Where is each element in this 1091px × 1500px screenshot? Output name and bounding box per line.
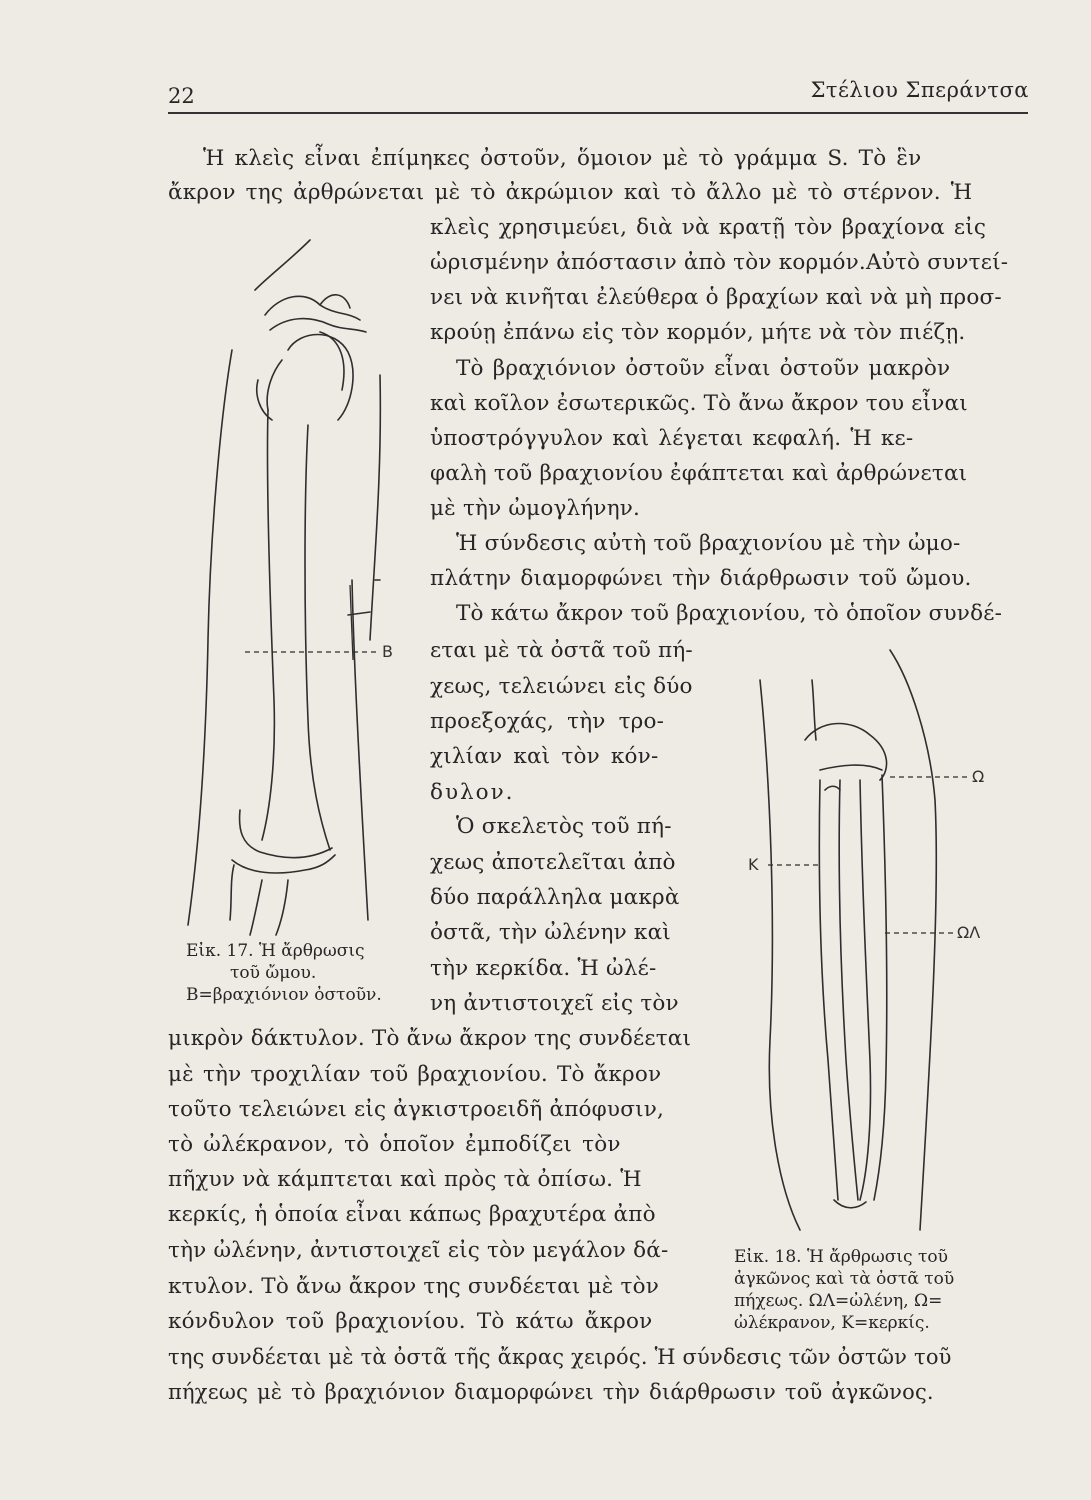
text-line: εται μὲ τὰ ὀστᾶ τοῦ πή- <box>430 638 693 663</box>
text-line: πήχεως μὲ τὸ βραχιόνιον διαμορφώνει τὴν διάρθρωσιν τοῦ ἀγκῶνος. <box>168 1380 934 1404</box>
figure-17-caption-line-2: τοῦ ὤμου. <box>230 963 317 983</box>
text-line: μὲ τὴν ὠμογλήνην. <box>430 496 641 521</box>
text-line: φαλὴ τοῦ βραχιονίου ἐφάπτεται καὶ ἀρθρώνεται <box>430 461 968 486</box>
text-line: μὲ τὴν τροχιλίαν τοῦ βραχιονίου. Τὸ ἄκρον <box>168 1062 662 1087</box>
label-b: Β <box>382 642 393 661</box>
text-line: τὴν κερκίδα. Ἡ ὠλέ- <box>430 956 657 981</box>
arm-outline-right <box>352 580 368 920</box>
header-rule <box>168 112 1028 114</box>
page-number: 22 <box>168 84 195 108</box>
text-line: τὴν ὠλένην, ἀντιστοιχεῖ εἰς τὸν μεγάλον δά- <box>168 1238 669 1263</box>
arm-outline-left <box>188 350 232 925</box>
figure-18-caption-line-2: ἀγκῶνος καὶ τὰ ὀστᾶ τοῦ <box>734 1269 955 1289</box>
text-line: πῆχυν νὰ κάμπτεται καὶ πρὸς τὰ ὀπίσω. Ἡ <box>168 1167 642 1192</box>
text-line: της συνδέεται μὲ τὰ ὀστᾶ τῆς ἄκρας χειρός. Ἡ σύνδεσις τῶν ὀστῶν τοῦ <box>168 1345 952 1369</box>
text-line: ὡρισμένην ἀπόστασιν ἀπὸ τὸν κορμόν.Αὐτὸ συντεί- <box>430 250 1009 275</box>
text-line: μικρὸν δάκτυλον. Τὸ ἄνω ἄκρον της συνδέεται <box>168 1026 692 1051</box>
text-line: κτυλον. Τὸ ἄνω ἄκρον της συνδέεται μὲ τὸν <box>168 1274 660 1299</box>
text-line: δύο παράλληλα μακρὰ <box>430 885 680 910</box>
text-line: δυλον. <box>430 780 515 805</box>
text-line: Ἡ κλεὶς εἶναι ἐπίμηκες ὀστοῦν, ὅμοιον μὲ τὸ γράμμα S. Τὸ ἓν <box>203 146 922 171</box>
text-line: Ὁ σκελετὸς τοῦ πή- <box>456 814 672 839</box>
text-line: πλάτην διαμορφώνει τὴν διάρθρωσιν τοῦ ὤμου. <box>430 566 972 591</box>
shoulder-outline <box>255 240 310 290</box>
text-line: ἄκρον της ἀρθρώνεται μὲ τὸ ἀκρώμιον καὶ τὸ ἄλλο μὲ τὸ στέρνον. Ἡ <box>168 180 973 205</box>
text-line: χεως, τελειώνει εἰς δύο <box>430 674 693 699</box>
label-omega: Ω <box>972 767 985 786</box>
text-line: Τὸ βραχιόνιον ὀστοῦν εἶναι ὀστοῦν μακρὸν <box>456 356 951 381</box>
figure-17-caption-line-1: Εἰκ. 17. Ἡ ἄρθρωσις <box>186 941 365 961</box>
text-line: προεξοχάς, τὴν τρο- <box>430 709 665 734</box>
text-line: χιλίαν καὶ τὸν κόν- <box>430 744 659 769</box>
humerus-left-edge <box>262 410 274 840</box>
text-line: τοῦτο τελειώνει εἰς ἀγκιστροειδῆ ἀπόφυσιν, <box>168 1097 665 1122</box>
figure-18-caption-line-4: ὠλέκρανον, Κ=κερκίς. <box>734 1313 930 1333</box>
text-line: κόνδυλον τοῦ βραχιονίου. Τὸ κάτω ἄκρον <box>168 1309 653 1334</box>
text-line: νη ἀντιστοιχεῖ εἰς τὸν <box>430 991 679 1016</box>
figure-17-shoulder-illustration <box>170 220 430 940</box>
text-line: Ἡ σύνδεσις αὐτὴ τοῦ βραχιονίου μὲ τὴν ὠμο- <box>456 531 961 556</box>
text-line: κλεὶς χρησιμεύει, διὰ νὰ κρατῇ τὸν βραχίονα εἰς <box>430 215 987 240</box>
label-kappa: Κ <box>748 855 759 874</box>
figure-17-caption-line-3: Β=βραχιόνιον ὀστοῦν. <box>186 985 382 1005</box>
figure-18-caption-line-1: Εἰκ. 18. Ἡ ἄρθρωσις τοῦ <box>734 1247 948 1267</box>
text-line: κερκίς, ἡ ὁποία εἶναι κάπως βραχυτέρα ἀπὸ <box>168 1202 656 1227</box>
text-line: ὀστᾶ, τὴν ὠλένην καὶ <box>430 920 671 945</box>
figure-18-elbow-illustration <box>740 640 1040 1240</box>
arm-outline-right-upper <box>370 375 380 640</box>
text-line: καὶ κοῖλον ἐσωτερικῶς. Τὸ ἄνω ἄκρον του εἶναι <box>430 391 968 416</box>
text-line: νει νὰ κινῆται ἐλεύθερα ὁ βραχίων καὶ νὰ μὴ προσ- <box>430 285 1002 310</box>
label-omega-lambda: ΩΛ <box>957 923 981 942</box>
text-line: ὑποστρόγγυλον καὶ λέγεται κεφαλή. Ἡ κε- <box>430 426 914 451</box>
figure-18-caption-line-3: πήχεως. ΩΛ=ὠλένη, Ω= <box>734 1291 943 1311</box>
text-line: κρούῃ ἐπάνω εἰς τὸν κορμόν, μήτε νὰ τὸν πιέζῃ. <box>430 320 966 345</box>
humerus-right-edge <box>305 425 330 850</box>
text-line: χεως ἀποτελεῖται ἀπὸ <box>430 850 676 875</box>
running-header-author: Στέλιου Σπεράντσα <box>810 78 1029 102</box>
text-line: Τὸ κάτω ἄκρον τοῦ βραχιονίου, τὸ ὁποῖον συνδέ- <box>456 601 1003 626</box>
text-line: τὸ ὠλέκρανον, τὸ ὁποῖον ἐμποδίζει τὸν <box>168 1132 621 1157</box>
